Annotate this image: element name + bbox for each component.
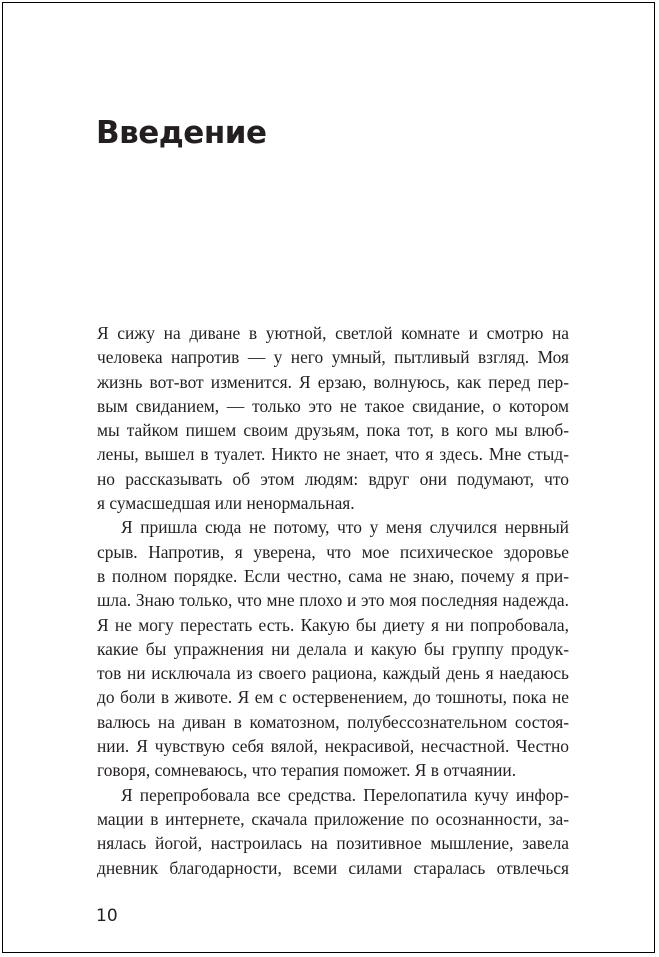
text-line: я сумасшедшая или ненормальная. xyxy=(97,493,355,514)
paragraph xyxy=(97,783,569,880)
text-line: Я не могу перестать есть. Какую бы диету я ни попробовала, xyxy=(97,614,569,635)
page-number: 10 xyxy=(96,906,118,926)
text-line: в полном порядке. Если честно, сама не знаю, почему я при- xyxy=(97,565,569,586)
text-line: говоря, сомневаюсь, что терапия поможет. Я в отчаянии. xyxy=(97,760,517,781)
book-page xyxy=(2,2,655,953)
text-line: мы тайком пишем своим друзьям, пока тот, в кого мы влюб- xyxy=(97,420,569,441)
text-line: валюсь на диван в коматозном, полубессознательном состоя- xyxy=(97,711,569,732)
text-line: тов ни исключала из своего рациона, каждый день я наедаюсь xyxy=(97,663,569,684)
text-line: нялась йогой, настроилась на позитивное мышление, завела xyxy=(97,833,569,854)
text-line: срыв. Напротив, я уверена, что мое психическое здоровье xyxy=(97,541,569,562)
chapter-title: Введение xyxy=(96,115,267,151)
text-line: лены, вышел в туалет. Никто не знает, что я здесь. Мне стыд- xyxy=(97,444,569,465)
text-line: шла. Знаю только, что мне плохо и это моя последняя надежда. xyxy=(97,590,569,611)
text-line: но рассказывать об этом людям: вдруг они подумают, что xyxy=(97,468,569,489)
text-line: мации в интернете, скачала приложение по осознанности, за- xyxy=(97,808,569,829)
text-line: до боли в животе. Я ем с остервенением, до тошноты, пока не xyxy=(97,687,569,708)
text-line: Я пришла сюда не потому, что у меня случился нервный xyxy=(121,517,569,538)
paragraph xyxy=(97,515,569,782)
text-line: дневник благодарности, всеми силами старалась отвлечься xyxy=(97,857,569,878)
body-text xyxy=(97,321,569,880)
text-line: Я сижу на диване в уютной, светлой комнате и смотрю на xyxy=(97,323,569,343)
text-line: вым свиданием, — только это не такое свидание, о котором xyxy=(97,395,569,416)
text-line: человека напротив — у него умный, пытливый взгляд. Моя xyxy=(97,347,569,368)
text-line: нии. Я чувствую себя вялой, некрасивой, несчастной. Честно xyxy=(97,736,569,757)
text-line: какие бы упражнения ни делала и какую бы группу продук- xyxy=(97,638,569,659)
text-line: Я перепробовала все средства. Перелопатила кучу инфор- xyxy=(121,784,569,805)
text-line: жизнь вот-вот изменится. Я ерзаю, волнуюсь, как перед пер- xyxy=(97,371,569,392)
paragraph xyxy=(97,321,569,515)
